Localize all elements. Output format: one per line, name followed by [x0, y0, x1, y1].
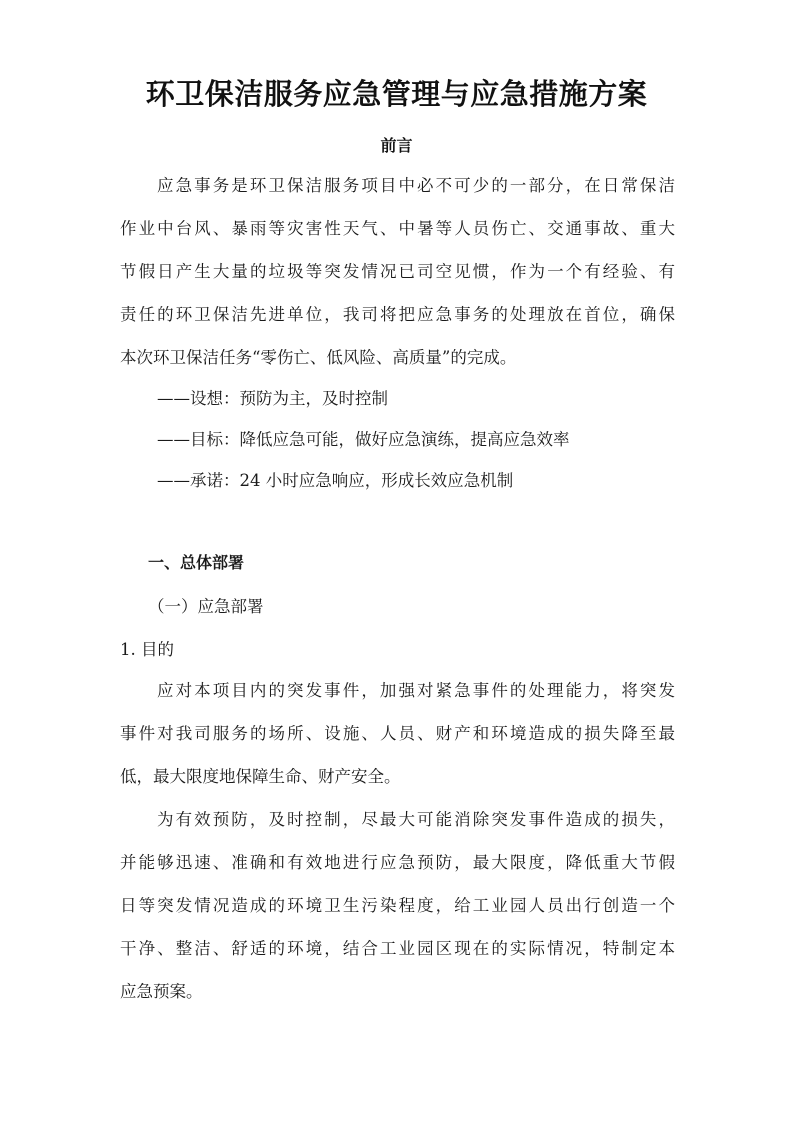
preface-line: 节假日产生大量的垃圾等突发情况已司空见惯，作为一个有经验、有: [120, 262, 675, 281]
paragraph-line: 并能够迅速、准确和有效地进行应急预防，最大限度，降低重大节假: [120, 853, 675, 872]
paragraph-line: 日等突发情况造成的环境卫生污染程度，给工业园人员出行创造一个: [120, 896, 675, 915]
section-heading: 一、总体部署: [148, 553, 245, 572]
principle-commitment: ——承诺：24 小时应急响应，形成长效应急机制: [157, 471, 514, 490]
preface-heading: 前言: [380, 136, 413, 155]
paragraph-line: 为有效预防，及时控制，尽最大可能消除突发事件造成的损失，: [157, 810, 675, 829]
paragraph-line: 应对本项目内的突发事件，加强对紧急事件的处理能力，将突发: [157, 681, 675, 700]
preface-line: 本次环卫保洁任务“零伤亡、低风险、高质量”的完成。: [120, 348, 517, 367]
item-heading: 1. 目的: [120, 640, 174, 659]
paragraph-line: 低，最大限度地保障生命、财产安全。: [120, 767, 401, 786]
preface-line: 作业中台风、暴雨等灾害性天气、中暑等人员伤亡、交通事故、重大: [120, 219, 675, 238]
principle-assumption: ——设想：预防为主，及时控制: [157, 389, 388, 408]
preface-line: 责任的环卫保洁先进单位，我司将把应急事务的处理放在首位，确保: [120, 305, 675, 324]
document-title: 环卫保洁服务应急管理与应急措施方案: [145, 77, 648, 111]
paragraph-line: 干净、整洁、舒适的环境，结合工业园区现在的实际情况，特制定本: [120, 939, 675, 958]
paragraph-line: 应急预案。: [120, 982, 203, 1001]
paragraph-line: 事件对我司服务的场所、设施、人员、财产和环境造成的损失降至最: [120, 724, 675, 743]
subsection-heading: （一）应急部署: [148, 597, 264, 616]
preface-line: 应急事务是环卫保洁服务项目中必不可少的一部分，在日常保洁: [157, 176, 675, 195]
principle-goal: ——目标：降低应急可能，做好应急演练，提高应急效率: [157, 430, 570, 449]
